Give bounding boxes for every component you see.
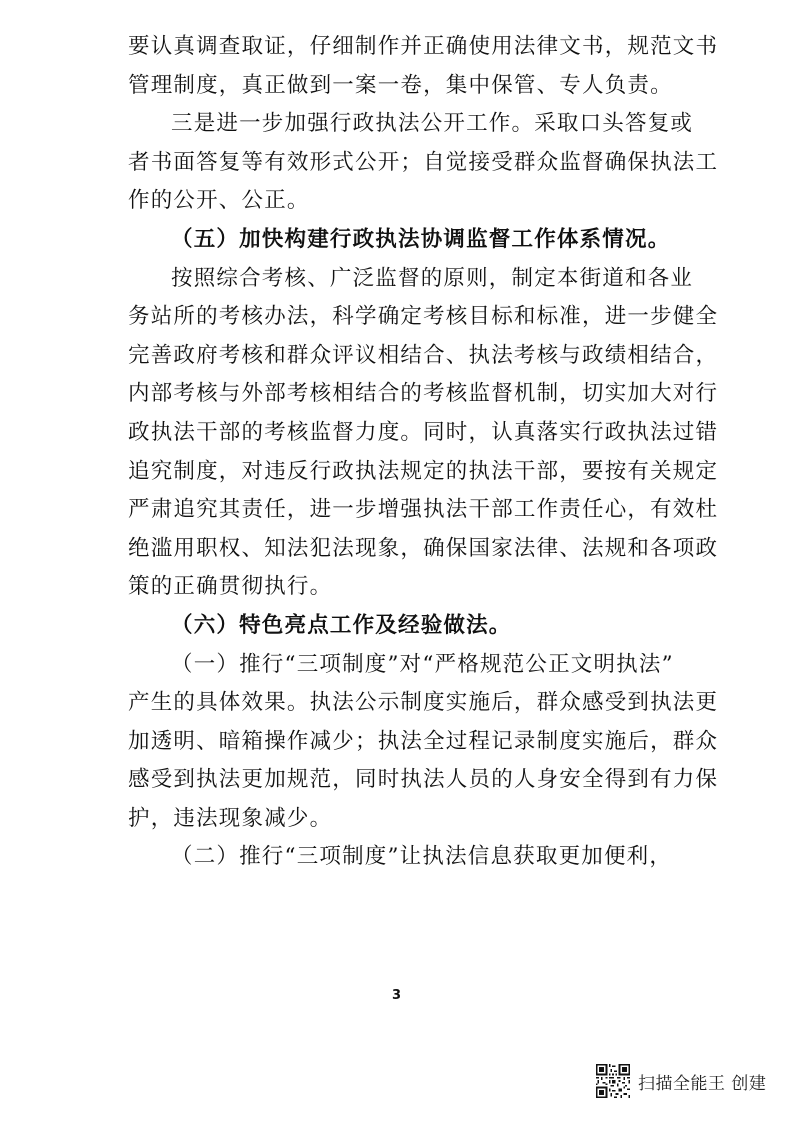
text-line: 追究制度，对违反行政执法规定的执法干部，要按有关规定 bbox=[128, 458, 719, 484]
section-heading-5: （五）加快构建行政执法协调监督工作体系情况。 bbox=[171, 226, 671, 252]
paragraph-start: （二）推行“三项制度”让执法信息获取更加便利， bbox=[171, 844, 673, 870]
paragraph-start: （一）推行“三项制度”对“严格规范公正文明执法” bbox=[171, 651, 674, 677]
text-line: 务站所的考核办法，科学确定考核目标和标准，进一步健全 bbox=[128, 304, 719, 330]
text-line: 者书面答复等有效形式公开；自觉接受群众监督确保执法工 bbox=[128, 149, 719, 175]
text-line: 要认真调查取证，仔细制作并正确使用法律文书，规范文书 bbox=[128, 34, 719, 59]
page-number: 3 bbox=[391, 988, 402, 1003]
text-line: 绝滥用职权、知法犯法现象，确保国家法律、法规和各项政 bbox=[128, 535, 719, 561]
text-line: 作的公开、公正。 bbox=[128, 188, 310, 214]
paragraph-start: 按照综合考核、广泛监督的原则，制定本街道和各业 bbox=[171, 265, 694, 291]
qr-code-icon bbox=[596, 1064, 630, 1098]
text-line: 内部考核与外部考核相结合的考核监督机制，切实加大对行 bbox=[128, 381, 719, 407]
text-line: 产生的具体效果。执法公示制度实施后，群众感受到执法更 bbox=[128, 690, 719, 716]
paragraph-start: 三是进一步加强行政执法公开工作。采取口头答复或 bbox=[171, 111, 694, 137]
watermark-label: 扫描全能王 创建 bbox=[638, 1073, 767, 1094]
document-body bbox=[128, 28, 719, 877]
text-line: 加透明、暗箱操作减少；执法全过程记录制度实施后，群众 bbox=[128, 728, 719, 754]
section-heading-6: （六）特色亮点工作及经验做法。 bbox=[171, 612, 512, 638]
text-line: 严肃追究其责任，进一步增强执法干部工作责任心，有效杜 bbox=[128, 497, 719, 523]
text-line: 护，违法现象减少。 bbox=[128, 805, 333, 831]
text-line: 感受到执法更加规范，同时执法人员的人身安全得到有力保 bbox=[128, 767, 719, 793]
scanner-watermark bbox=[596, 1064, 766, 1098]
text-line: 策的正确贯彻执行。 bbox=[128, 574, 333, 600]
text-line: 政执法干部的考核监督力度。同时，认真落实行政执法过错 bbox=[128, 419, 719, 445]
text-line: 完善政府考核和群众评议相结合、执法考核与政绩相结合， bbox=[128, 342, 719, 368]
text-line: 管理制度，真正做到一案一卷，集中保管、专人负责。 bbox=[128, 72, 673, 98]
